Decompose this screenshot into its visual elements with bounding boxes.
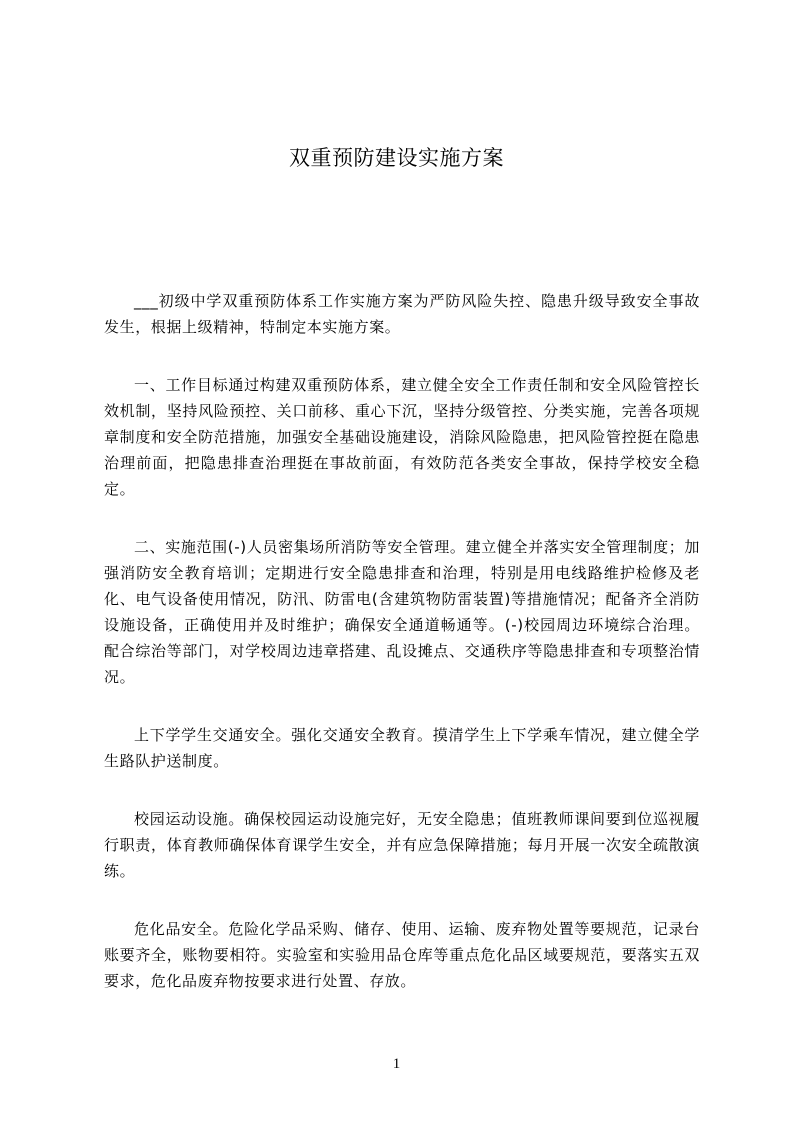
paragraph-hazardous-chemicals: 危化品安全。危险化学品采购、储存、使用、运输、废弃物处置等要规范，记录台账要齐全，账物要相符。实验室和实验用品仓库等重点危化品区域要规范，要落实五双要求，危化品废弃物按要求进行处置、存放。 [104, 920, 700, 990]
document-title: 双重预防建设实施方案 [289, 146, 504, 170]
paragraph-intro: ___初级中学双重预防体系工作实施方案为严防风险失控、隐患升级导致安全事故发生，根据上级精神，特制定本实施方案。 [104, 292, 700, 336]
document-body [104, 288, 700, 1026]
paragraph-work-goal: 一、工作目标通过构建双重预防体系，建立健全安全工作责任制和安全风险管控长效机制，坚持风险预控、关口前移、重心下沉，坚持分级管控、分类实施，完善各项规章制度和安全防范措施，加强安全基础设施建设，消除风险隐患，把风险管控挺在隐患治理前面，把隐患排查治理挺在事故前面，有效防范各类安全事故，保持学校安全稳定。 [104, 376, 700, 498]
paragraph-traffic-safety: 上下学学生交通安全。强化交通安全教育。摸清学生上下学乘车情况，建立健全学生路队护送制度。 [104, 726, 700, 770]
paragraph-sports-facilities: 校园运动设施。确保校园运动设施完好，无安全隐患；值班教师课间要到位巡视履行职责，体育教师确保体育课学生安全，并有应急保障措施；每月开展一次安全疏散演练。 [104, 810, 700, 880]
paragraph-scope: 二、实施范围(-)人员密集场所消防等安全管理。建立健全并落实安全管理制度；加强消防安全教育培训；定期进行安全隐患排查和治理，特别是用电线路维护检修及老化、电气设备使用情况，防汛、防雷电(含建筑物防雷装置)等措施情况；配备齐全消防设施设备，正确使用并及时维护；确保安全通道畅通等。(-)校园周边环境综合治理。配合综治等部门，对学校周边违章搭建、乱设摊点、交通秩序等隐患排查和专项整治情况。 [104, 538, 700, 686]
page-number: 1 [392, 1056, 401, 1072]
